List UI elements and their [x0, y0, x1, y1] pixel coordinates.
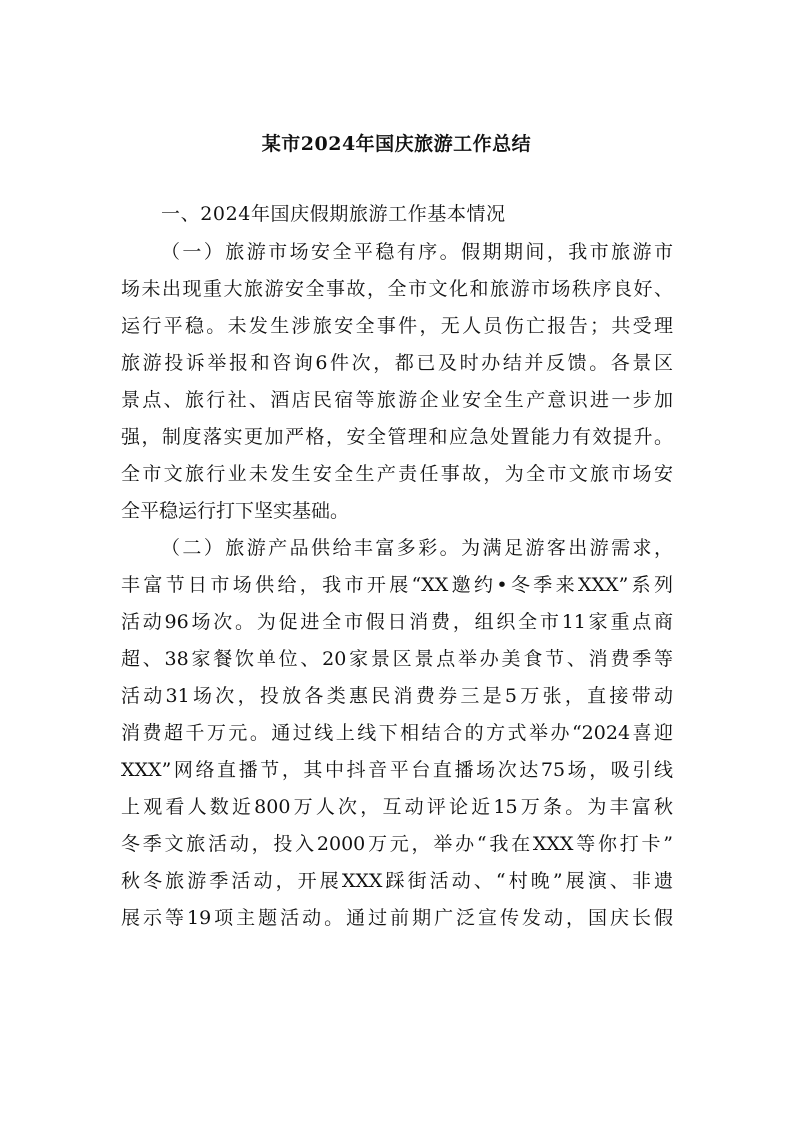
- paragraph-line: 上观看人数近800万人次，互动评论近15万条。为丰富秋: [121, 796, 673, 818]
- paragraph-line: XXX”网络直播节，其中抖音平台直播场次达75场，吸引线: [121, 759, 673, 781]
- paragraph-line: 全市文旅行业未发生安全生产责任事故，为全市文旅市场安: [121, 463, 673, 485]
- paragraph-line: （二）旅游产品供给丰富多彩。为满足游客出游需求，: [161, 537, 673, 559]
- paragraph-line: 活动31场次，投放各类惠民消费券三是5万张，直接带动: [121, 685, 673, 707]
- paragraph-line: 场未出现重大旅游安全事故，全市文化和旅游市场秩序良好、: [121, 278, 673, 300]
- document-title: 某市2024年国庆旅游工作总结: [261, 133, 532, 155]
- paragraph-line: 冬季文旅活动，投入2000万元，举办“我在XXX等你打卡”: [121, 833, 673, 855]
- paragraph-line: 全平稳运行打下坚实基础。: [121, 500, 350, 522]
- paragraph-line: 展示等19项主题活动。通过前期广泛宣传发动，国庆长假: [121, 907, 673, 929]
- paragraph-line: （一）旅游市场安全平稳有序。假期期间，我市旅游市: [161, 241, 673, 263]
- paragraph-line: 秋冬旅游季活动，开展XXX踩街活动、“村晚”展演、非遗: [121, 870, 673, 892]
- paragraph-line: 运行平稳。未发生涉旅安全事件，无人员伤亡报告；共受理: [121, 315, 673, 337]
- section-heading: 一、2024年国庆假期旅游工作基本情况: [161, 203, 506, 225]
- paragraph-line: 强，制度落实更加严格，安全管理和应急处置能力有效提升。: [121, 426, 673, 448]
- paragraph-line: 景点、旅行社、酒店民宿等旅游企业安全生产意识进一步加: [121, 389, 673, 411]
- paragraph-line: 旅游投诉举报和咨询6件次，都已及时办结并反馈。各景区: [121, 352, 673, 374]
- paragraph-line: 活动96场次。为促进全市假日消费，组织全市11家重点商: [121, 611, 673, 633]
- paragraph-line: 丰富节日市场供给，我市开展“XX邀约•冬季来XXX”系列: [121, 574, 673, 596]
- paragraph-line: 消费超千万元。通过线上线下相结合的方式举办“2024喜迎: [121, 722, 673, 744]
- paragraph-line: 超、38家餐饮单位、20家景区景点举办美食节、消费季等: [121, 648, 673, 670]
